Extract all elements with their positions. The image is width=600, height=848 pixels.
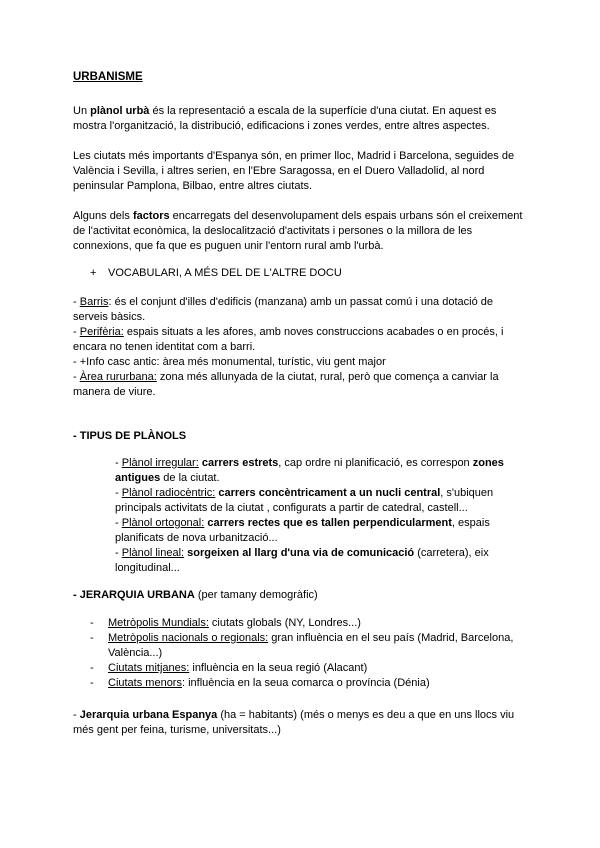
tipus-list (115, 456, 515, 576)
desc: , espais planificats de nova urbanització... (115, 517, 490, 544)
bold-term: plànol urbà (90, 105, 150, 117)
jerarquia-item (90, 616, 530, 631)
espanya-paragraph (73, 708, 528, 738)
prefix: - +Info casc antic: (73, 356, 163, 368)
prefix: - (73, 709, 80, 721)
vocab-item (73, 295, 528, 325)
prefix: - (73, 296, 80, 308)
jerarquia-def: influència en la seua regió (Alacant) (189, 662, 368, 674)
vocab-def: espais situats a les afores, amb noves construccions acabades o en procés, i encara no tenen identitat com a barri. (73, 326, 504, 353)
desc: (carretera), eix longitudinal... (115, 547, 489, 574)
tipus-term: Plànol irregular: (121, 457, 199, 469)
vocab-item (73, 370, 528, 400)
tipus-term: Plànol ortogonal: (121, 517, 205, 529)
prefix: - (73, 326, 80, 338)
tipus-item: - Plànol irregular: carrers estrets, cap ordre ni planificació, es correspon zones antigues de la ciutat. (115, 457, 504, 484)
jerarquia-def: gran influència en el seu país (Madrid, Barcelona, València...) (108, 632, 514, 659)
vocab-def: àrea més monumental, turístic, viu gent major (162, 356, 386, 368)
tipus-term: Plànol radiocèntric: (121, 487, 216, 499)
desc: , s'ubiquen principals activitats de la ciutat , configurats a partir de catedral, castell... (115, 487, 494, 514)
jerarquia-def: ciutats globals (NY, Londres...) (208, 617, 361, 629)
text: és la representació a escala de la superfície d'una ciutat. En aquest es mostra l'organització, la distribució, edificacions i zones verdes, entre altres aspectes. (73, 105, 497, 132)
item-text (108, 676, 530, 691)
vocab-def: zona més allunyada de la ciutat, rural, però que comença a canviar la manera de viure. (73, 371, 499, 398)
tipus-item: - Plànol lineal: sorgeixen al llarg d'una via de comunicació (carretera), eix longitudinal... (115, 547, 489, 574)
bold-desc: zones antigues (115, 457, 504, 484)
text: Alguns dels (73, 210, 133, 222)
vocab-heading (90, 266, 530, 281)
jerarquia-heading (73, 588, 528, 603)
intro-paragraph-1 (73, 104, 528, 134)
heading-rest: (per tamany demogràfic) (194, 589, 318, 601)
bold-desc: carrers estrets (201, 457, 279, 469)
jerarquia-def: : influència en la seua comarca o província (Dénia) (181, 677, 430, 689)
item-text (108, 631, 530, 661)
tipus-heading: - TIPUS DE PLÀNOLS (73, 430, 187, 442)
jerarquia-term: Metròpolis nacionals o regionals: (108, 632, 269, 644)
dash: - (90, 677, 94, 689)
jerarquia-term: Ciutats mitjanes: (108, 662, 190, 674)
prefix: - (73, 371, 80, 383)
intro-paragraph-2: Les ciutats més importants d'Espanya són, en primer lloc, Madrid i Barcelona, seguides de València i Sevilla, i altres serien, en l'Ebre Saragossa, en el Duero Valladolid, al nord peninsular Pamplona, Bilbao, entre altres ciutats. (73, 150, 515, 192)
tipus-item: - Plànol radiocèntric: carrers concèntricament a un nucli central, s'ubiquen principals activitats de la ciutat , configurats a partir de catedral, castell... (115, 487, 494, 514)
text: encarregats del desenvolupament dels espais urbans són el creixement de l'activitat econòmica, la deslocalització d'activitats i persones o la millora de les connexions, que fa que es puguen unir l'entorn rural amb l'urbà. (73, 210, 523, 252)
text: Un (73, 105, 91, 117)
intro-paragraph-3 (73, 209, 528, 254)
bold-desc: carrers rectes que es tallen perpendicularment (207, 517, 452, 529)
jerarquia-item (90, 676, 530, 691)
desc: , cap ordre ni planificació, es correspon (278, 457, 473, 469)
tipus-term: Plànol lineal: (121, 547, 185, 559)
jerarquia-item (90, 661, 530, 676)
dash: - (90, 617, 94, 629)
bold-desc: carrers concèntricament a un nucli central (218, 487, 441, 499)
vocab-item (73, 325, 528, 355)
vocab-term: Perifèria: (79, 326, 124, 338)
jerarquia-item (90, 631, 530, 661)
vocab-list (73, 295, 528, 400)
document-title: URBANISME (73, 71, 143, 83)
jerarquia-list (90, 616, 530, 691)
bold-heading: Jerarquia urbana Espanya (79, 709, 218, 721)
jerarquia-term: Metròpolis Mundials: (108, 617, 209, 629)
bold-term: factors (132, 210, 170, 222)
vocab-item (73, 355, 528, 370)
bold-desc: sorgeixen al llarg d'una via de comunicació (187, 547, 415, 559)
bold-heading: - JERARQUIA URBANA (73, 589, 195, 601)
dash: - (90, 632, 94, 644)
dash: - (90, 662, 94, 674)
vocab-term: Àrea rururbana: (79, 371, 157, 383)
vocab-heading-text: VOCABULARI, A MÉS DEL DE L'ALTRE DOCU (108, 267, 342, 279)
vocab-def: : és el conjunt d'illes d'edificis (manzana) amb un passat comú i una dotació de serveis bàsics. (73, 296, 493, 323)
item-text (108, 661, 530, 676)
item-text (108, 616, 530, 631)
plus-marker: + (90, 267, 97, 279)
text: (ha = habitants) (més o menys es deu a que en uns llocs viu més gent per feina, turisme, universitats...) (73, 709, 515, 736)
vocab-term: Barris (79, 296, 109, 308)
jerarquia-term: Ciutats menors (108, 677, 182, 689)
tipus-item: - Plànol ortogonal: carrers rectes que es tallen perpendicularment, espais planificats de nova urbanització... (115, 517, 490, 544)
desc: de la ciutat. (160, 472, 220, 484)
